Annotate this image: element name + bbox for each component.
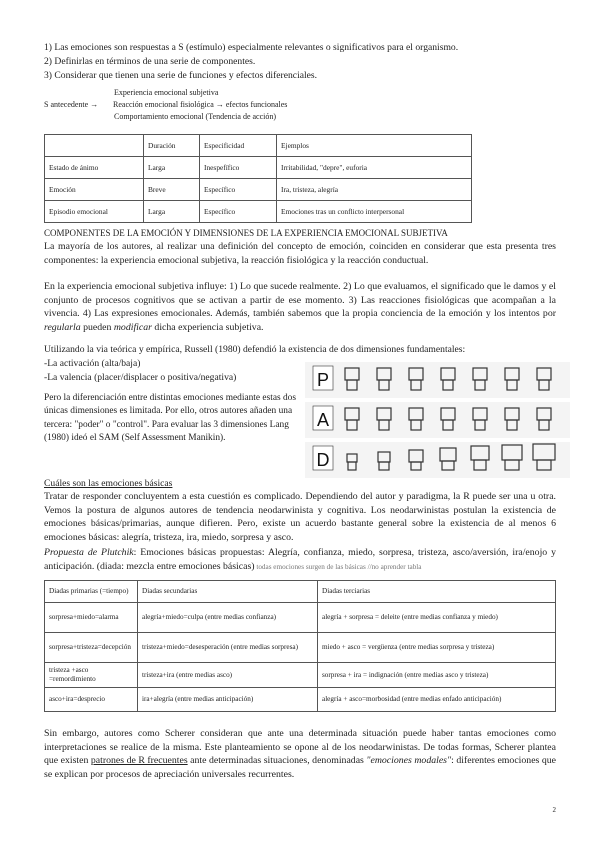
- table-row: [45, 157, 472, 179]
- table-row: [45, 179, 472, 201]
- table-cell: Larga: [144, 157, 200, 179]
- table-header-cell: Diadas primarias (=tiempo): [45, 581, 138, 603]
- table-header-row: [45, 581, 556, 603]
- table-cell: Inespefífico: [200, 157, 277, 179]
- table-cell: ira+alegría (entre medias anticipación): [138, 688, 318, 712]
- intro-line-1: 1) Las emociones son respuestas a S (estímulo) especialmente relevantes o significativos para el organismo.: [44, 42, 459, 53]
- table-cell: Específico: [200, 179, 277, 201]
- table-row: [45, 663, 556, 688]
- text-run: En la experiencia emocional subjetiva influye: 1) Lo que sucede realmente. 2) Lo que evaluamos, el significado que le damos y el conjunto de procesos cognitivos que se activan a partir de ese momento. 3) Las reacciones fisiológicas que acompañan a la vivencia. 4) Las expresiones emocionales. Además, también sabemos que la propia conciencia de la emoción y los intentos por: [44, 281, 556, 319]
- table-cell: Emoción: [45, 179, 144, 201]
- dyads-table: [44, 580, 556, 712]
- text-run: : diferentes emociones que se explican por procesos de apreciación universales recurrentes.: [44, 755, 556, 780]
- table-header-cell: Ejemplos: [277, 135, 472, 157]
- components-heading: COMPONENTES DE LA EMOCIÓN Y DIMENSIONES DE LA EXPERIENCIA EMOCIONAL SUBJETIVA: [44, 228, 448, 238]
- sam-letter-p: P: [316, 370, 330, 390]
- russell-line-1: Utilizando la via teórica y empírica, Russell (1980) defendió la existencia de dos dimensiones fundamentales:: [44, 344, 466, 355]
- russell-line-2: -La activación (alta/baja): [44, 358, 141, 369]
- scheme-behaviour: Comportamiento emocional (Tendencia de acción): [114, 112, 277, 121]
- basic-emotions-heading: Cuáles son las emociones básicas: [44, 478, 173, 489]
- intro-line-3: 3) Considerar que tienen una serie de funciones y efectos diferenciales.: [44, 70, 318, 81]
- text-run: regularla: [44, 321, 81, 333]
- sam-figure: [305, 362, 570, 480]
- table-header-cell: Diadas terciarias: [318, 581, 556, 603]
- sam-row-arousal: [305, 402, 570, 438]
- scherer-paragraph: [44, 727, 556, 781]
- sam-letter-d: D: [316, 450, 330, 470]
- table-cell: Larga: [144, 201, 200, 223]
- table-cell: Emociones tras un conflicto interpersonal: [277, 201, 472, 223]
- table-cell: tristeza+miedo=desesperación (entre medias sorpresa): [138, 633, 318, 663]
- table-header-cell: [45, 135, 144, 157]
- table-cell: Específico: [200, 201, 277, 223]
- page-number: 2: [552, 806, 556, 814]
- text-run: ante determinadas situaciones, denominadas: [187, 755, 367, 766]
- text-run: pueden: [80, 321, 114, 333]
- table-cell: alegría+miedo=culpa (entre medias confianza): [138, 603, 318, 633]
- table-cell: Ira, tristeza, alegría: [277, 179, 472, 201]
- text-run: modificar: [113, 321, 152, 333]
- sam-letter-a: A: [316, 410, 330, 430]
- emotion-types-table: [44, 134, 472, 223]
- table-cell: Irritabilidad, "depre", euforia: [277, 157, 472, 179]
- table-cell: sorpresa+tristeza=decepción: [45, 633, 138, 663]
- scheme-antecedent: S antecedente →: [44, 100, 99, 109]
- table-row: [45, 633, 556, 663]
- intro-line-2: 2) Definirlas en términos de una serie de componentes.: [44, 56, 256, 67]
- russell-paragraph: Pero la diferenciación entre distintas emociones mediante estas dos únicas dimensiones es limitada. Por ello, otros autores añaden una tercera: "poder" o "control". Para evaluar las 3 dimensiones Lang (1980) ideó el SAM (Self Assessment Manikin).: [44, 393, 296, 444]
- table-cell: alegría + sorpresa = deleite (entre medias confianza y miedo): [318, 603, 556, 633]
- table-cell: miedo + asco = vergüenza (entre medias sorpresa y tristeza): [318, 633, 556, 663]
- sam-row-pleasure: [305, 362, 570, 398]
- table-cell: asco+ira=desprecio: [45, 688, 138, 712]
- text-run: : Emociones básicas propuestas: Alegría, confianza, miedo, sorpresa, tristeza, asco/aversión, ira/enojo y anticipación. (diada: mezcla entre emociones básicas): [44, 547, 557, 572]
- table-cell: Breve: [144, 179, 200, 201]
- handwritten-note: todas emociones surgen de las básicas //no aprender tabla: [254, 562, 422, 571]
- text-run: Propuesta de Plutchik: [44, 547, 134, 558]
- table-cell: sorpresa+miedo=alarma: [45, 603, 138, 633]
- table-cell: tristeza+ira (entre medias asco): [138, 663, 318, 688]
- components-paragraph-2: [44, 280, 556, 334]
- sam-row-dominance: [305, 442, 570, 478]
- table-row: [45, 603, 556, 633]
- table-cell: alegría + asco=morbosidad (entre medias enfado anticipación): [318, 688, 556, 712]
- table-row: [45, 201, 472, 223]
- text-run: patrones de R frecuentes: [90, 755, 188, 766]
- table-row: [45, 688, 556, 712]
- basic-emotions-paragraph: Tratar de responder concluyentem a esta cuestión es complicado. Dependiendo del autor y paradigma, la R puede ser una u otra. Vemos la postura de algunos autores de tendencia neodarwinista y cognitiva. Los neodarwinistas postulan la existencia de emociones básicas/primarias, aunque difieren. Pero, existe un acuerdo bastante general sobre la existencia de al menos 6 emociones básicas: alegría, tristeza, ira, miedo, sorpresa y asco.: [44, 491, 556, 543]
- scheme-experience: Experiencia emocional subjetiva: [114, 88, 219, 97]
- text-run: Sin embargo, autores como Scherer consideran que ante una determinada situación puede haber tantas emociones como interpretaciones se realice de la misma. Este planteamiento se opone al de los neodarwinistas. De todas formas, Scherer plantea que existen: [44, 728, 556, 766]
- table-header-cell: Duración: [144, 135, 200, 157]
- scheme-physiological: Reacción emocional fisiológica → efectos funcionales: [113, 100, 288, 109]
- table-header-row: [45, 135, 472, 157]
- text-run: dicha experiencia subjetiva.: [151, 321, 264, 333]
- table-cell: tristeza +asco =remordimiento: [45, 663, 138, 688]
- components-paragraph-1: La mayoría de los autores, al realizar una definición del concepto de emoción, coinciden en considerar que esta presenta tres componentes: la experiencia emocional subjetiva, la reacción fisiológica y la reacción conductual.: [44, 241, 556, 266]
- table-cell: Episodio emocional: [45, 201, 144, 223]
- text-run: "emociones modales": [366, 755, 452, 766]
- table-header-cell: Diadas secundarias: [138, 581, 318, 603]
- plutchik-paragraph: [44, 546, 556, 574]
- table-header-cell: Especificidad: [200, 135, 277, 157]
- table-cell: Estado de ánimo: [45, 157, 144, 179]
- table-cell: sorpresa + ira = indignación (entre medias asco y tristeza): [318, 663, 556, 688]
- russell-line-3: -La valencia (placer/displacer o positiva/negativa): [44, 372, 237, 383]
